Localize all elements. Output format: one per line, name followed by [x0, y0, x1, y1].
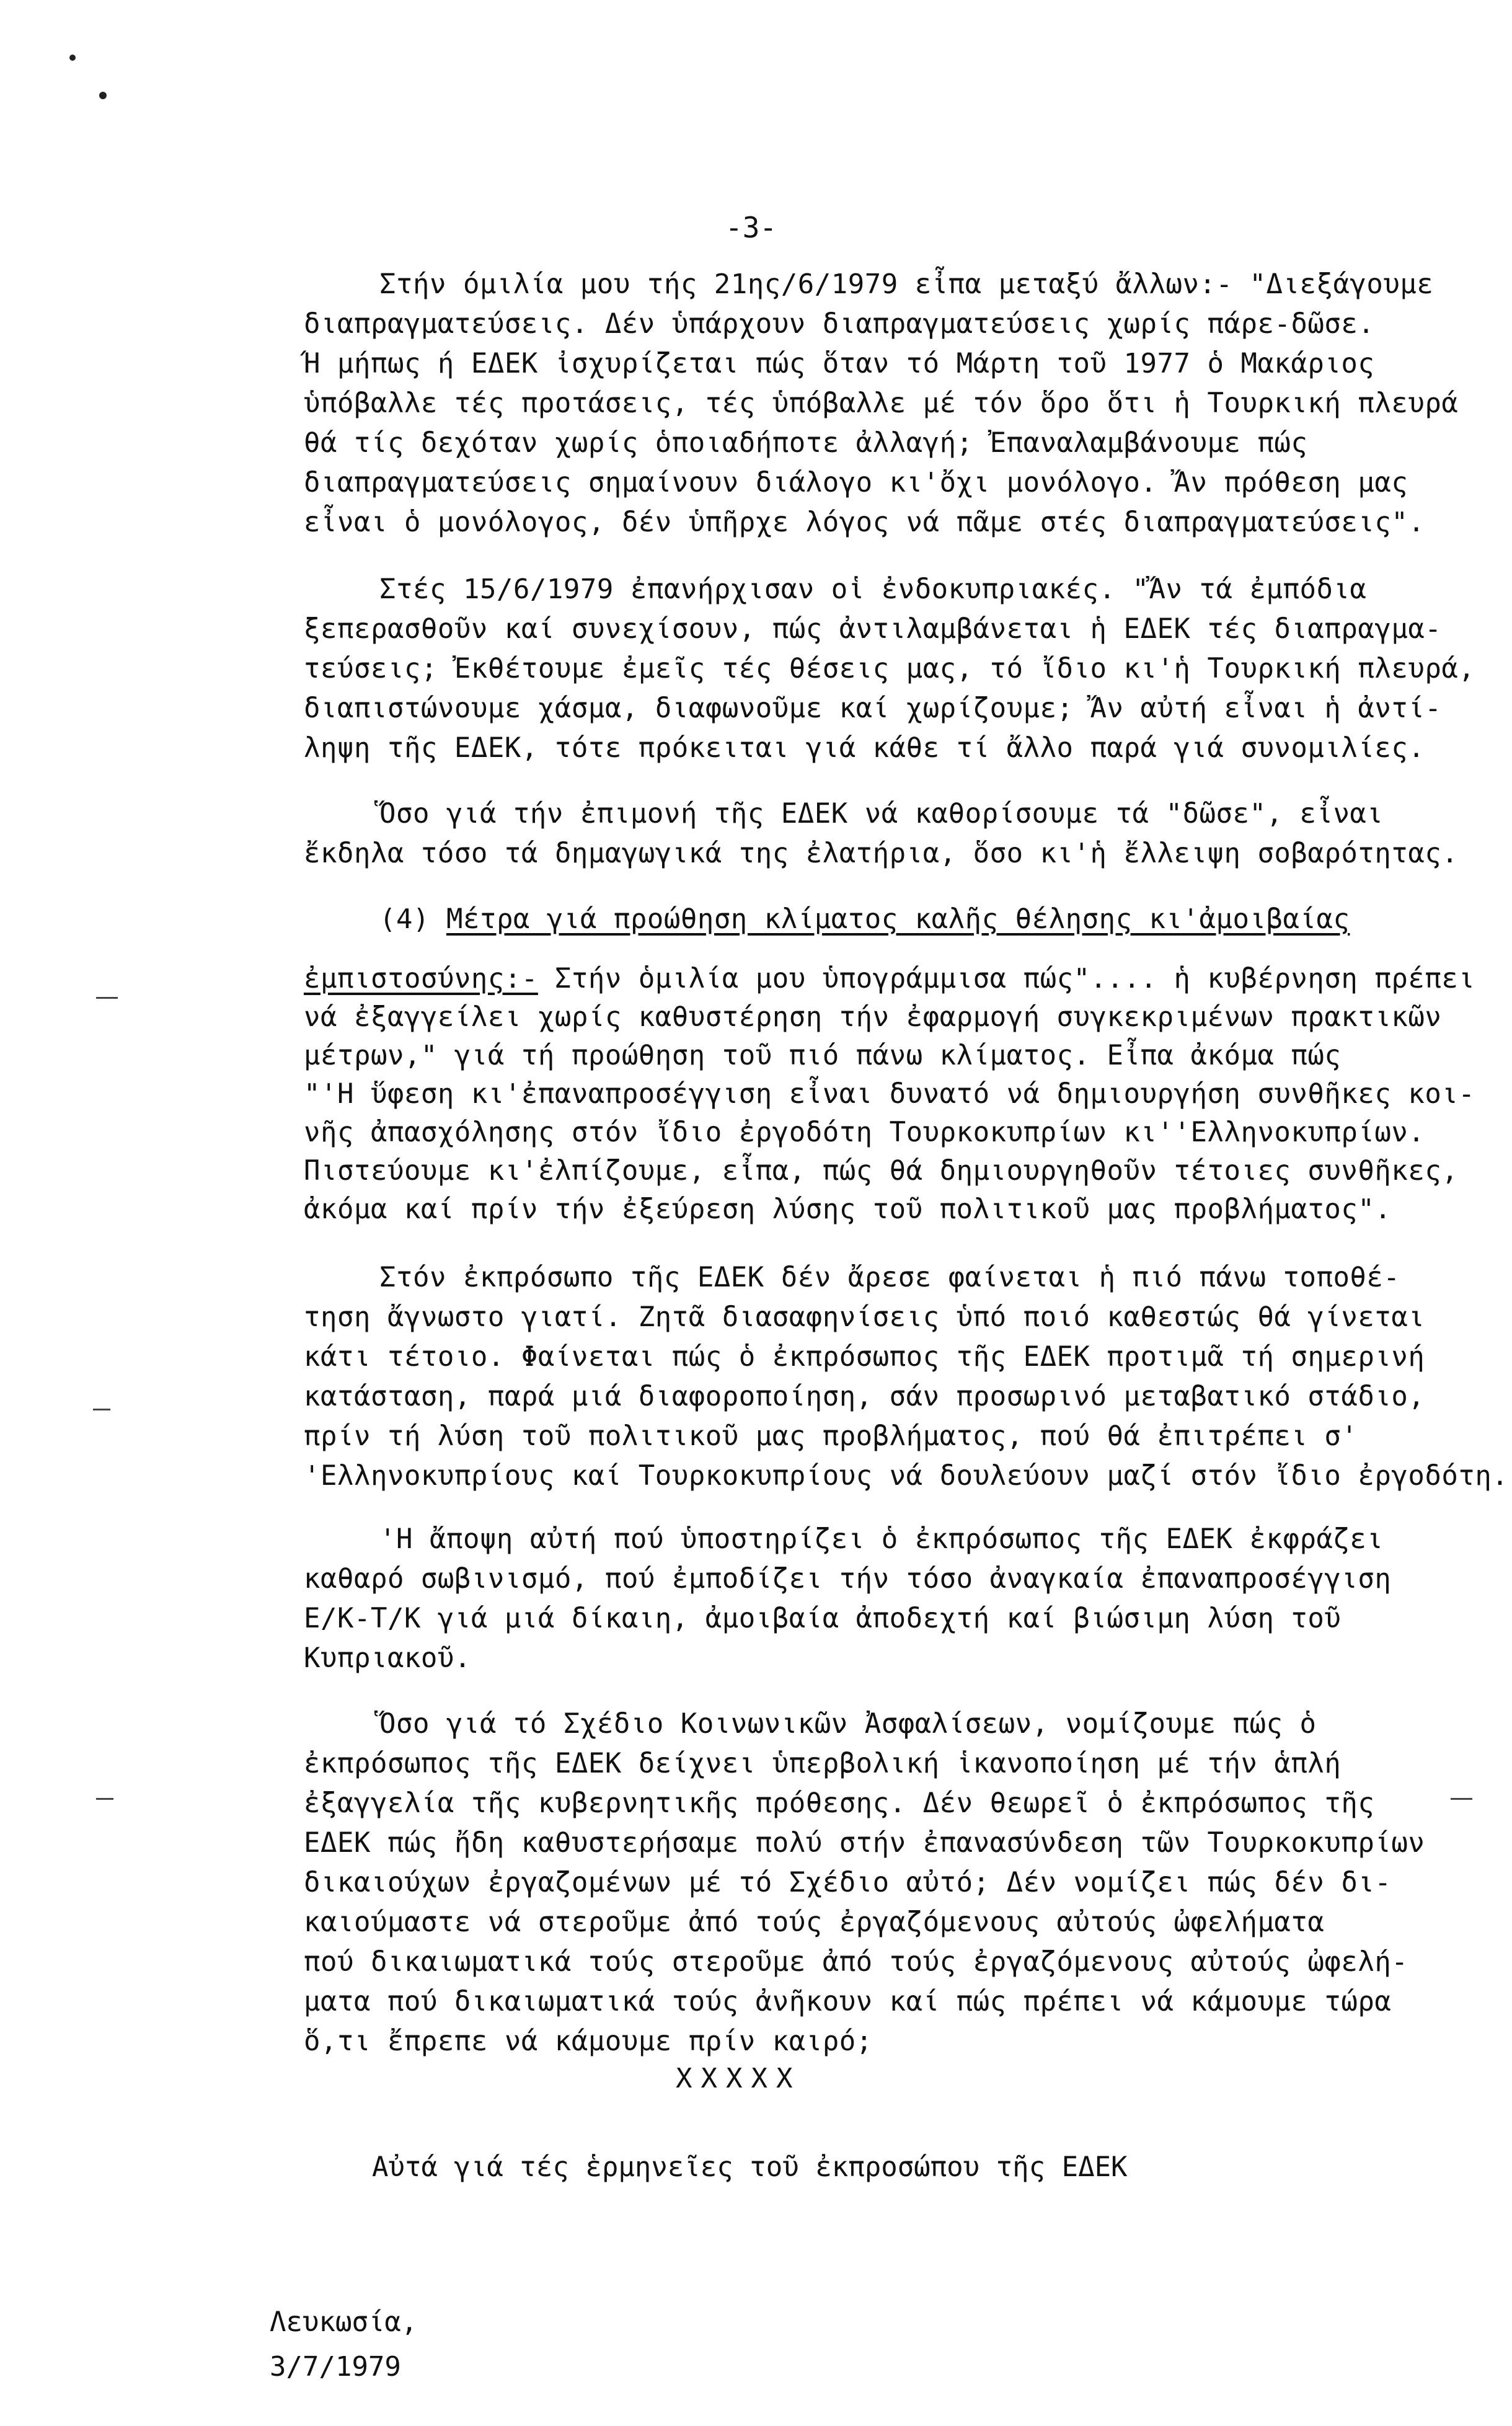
text-line: Ὅσο γιά τό Σχέδιο Κοινωνικῶν Ἀσφαλίσεων, νομίζουμε πώς ὁ: [379, 1708, 1317, 1740]
section-heading-text: Μέτρα γιά προώθηση κλίματος καλῆς θέλησης κι'ἀμοιβαίας: [446, 903, 1350, 935]
document-date: 3/7/1979: [270, 2351, 401, 2383]
text-line: 'Η ἄποψη αὐτή πού ὑποστηρίζει ὁ ἐκπρόσωπος τῆς ΕΔΕΚ ἐκφράζει: [379, 1523, 1384, 1555]
text-line: ὅ,τι ἔπρεπε νά κάμουμε πρίν καιρό;: [304, 2025, 873, 2057]
section-heading: [379, 900, 1350, 939]
text-line: ὑπόβαλλε τές προτάσεις, τές ὑπόβαλλε μέ τόν ὅρο ὅτι ἡ Τουρκική πλευρά: [304, 387, 1459, 419]
text-line: ἀκόμα καί πρίν τήν ἐξεύρεση λύσης τοῦ πολιτικοῦ μας προβλήματος".: [304, 1193, 1392, 1225]
text-line: νά ἐξαγγείλει χωρίς καθυστέρηση τήν ἐφαρμογή συγκεκριμένων πρακτικῶν: [304, 1001, 1442, 1033]
text-line: πού δικαιωματικά τούς στεροῦμε ἀπό τούς ἐργαζόμενους αὐτούς ὠφελή-: [304, 1946, 1408, 1978]
text-line: καιούμαστε νά στεροῦμε ἀπό τούς ἐργαζόμενους αὐτούς ὠφελήματα: [304, 1906, 1325, 1938]
text-line: ἐκπρόσωπος τῆς ΕΔΕΚ δείχνει ὑπερβολική ἱκανοποίηση μέ τήν ἁπλή: [304, 1748, 1342, 1779]
text-line: τηση ἄγνωστο γιατί. Ζητᾶ διασαφηνίσεις ὑπό ποιό καθεστώς θά γίνεται: [304, 1301, 1425, 1333]
text-line: ληψη τῆς ΕΔΕΚ, τότε πρόκειται γιά κάθε τί ἄλλο παρά γιά συνομιλίες.: [304, 732, 1425, 764]
margin-dash-mark: [93, 1409, 110, 1410]
text-line: Στόν ἐκπρόσωπο τῆς ΕΔΕΚ δέν ἄρεσε φαίνεται ἡ πιό πάνω τοποθέ-: [379, 1262, 1400, 1293]
section-number: (4): [379, 903, 446, 935]
text-line: εἶναι ὁ μονόλογος, δέν ὑπῆρχε λόγος νά πᾶμε στές διαπραγματεύσεις".: [304, 507, 1425, 538]
text-line: Στές 15/6/1979 ἐπανήρχισαν οἱ ἐνδοκυπριακές. "Ἄν τά ἐμπόδια: [379, 573, 1367, 605]
text-span: Στήν ὁμιλία μου ὑπογράμμισα πώς".... ἡ κυβέρνηση πρέπει: [537, 963, 1475, 994]
text-line: διαπραγματεύσεις. Δέν ὑπάρχουν διαπραγματεύσεις χωρίς πάρε-δῶσε.: [304, 308, 1375, 340]
section-separator: XXXXX: [676, 2063, 802, 2094]
text-line: ἐξαγγελία τῆς κυβερνητικῆς πρόθεσης. Δέν θεωρεῖ ὁ ἐκπρόσωπος τῆς: [304, 1787, 1375, 1819]
margin-dot-mark: [69, 55, 76, 61]
text-line: καθαρό σωβινισμό, πού ἐμποδίζει τήν τόσο ἀναγκαία ἐπαναπροσέγγιση: [304, 1563, 1392, 1595]
text-line: νῆς ἀπασχόλησης στόν ἴδιο ἐργοδότη Τουρκοκυπρίων κι''Ελληνοκυπρίων.: [304, 1117, 1425, 1148]
page-number: -3-: [725, 211, 777, 244]
margin-dash-mark: [96, 1798, 113, 1800]
text-line: τεύσεις; Ἐκθέτουμε ἐμεῖς τές θέσεις μας, τό ἴδιο κι'ἡ Τουρκική πλευρά,: [304, 653, 1475, 684]
text-line: διαπιστώνουμε χάσμα, διαφωνοῦμε καί χωρίζουμε; Ἄν αὐτή εἶναι ἡ ἀντί-: [304, 693, 1442, 724]
margin-dash-mark: [1451, 1798, 1472, 1800]
text-line: 'Ελληνοκυπρίους καί Τουρκοκυπρίους νά δουλεύουν μαζί στόν ἴδιο ἐργοδότη.: [304, 1460, 1509, 1492]
text-line: Στήν όμιλία μου τής 21ης/6/1979 εἶπα μεταξύ ἄλλων:- "Διεξάγουμε: [379, 268, 1434, 300]
text-line: διαπραγματεύσεις σημαίνουν διάλογο κι'ὄχι μονόλογο. Ἄν πρόθεση μας: [304, 467, 1408, 498]
text-line: ξεπερασθοῦν καί συνεχίσουν, πώς ἀντιλαμβάνεται ἡ ΕΔΕΚ τές διαπραγμα-: [304, 613, 1442, 645]
text-line: ΕΔΕΚ πώς ἤδη καθυστερήσαμε πολύ στήν ἐπανασύνδεση τῶν Τουρκοκυπρίων: [304, 1827, 1425, 1859]
text-line: [304, 960, 1475, 998]
closing-line: Αὐτά γιά τές ἑρμηνεῖες τοῦ ἐκπροσώπου τῆς ΕΔΕΚ: [372, 2151, 1128, 2183]
text-line: πρίν τή λύση τοῦ πολιτικοῦ μας προβλήματος, πού θά ἐπιτρέπει σ': [304, 1420, 1358, 1452]
text-line: δικαιούχων ἐργαζομένων μέ τό Σχέδιο αὐτό; Δέν νομίζει πώς δέν δι-: [304, 1867, 1392, 1898]
text-line: Ή μήπως ή ΕΔΕΚ ἰσχυρίζεται πώς ὅταν τό Μάρτη τοῦ 1977 ὁ Μακάριος: [304, 348, 1375, 379]
text-line: κάτι τέτοιο. Φαίνεται πώς ὁ ἐκπρόσωπος τῆς ΕΔΕΚ προτιμᾶ τή σημερινή: [304, 1341, 1425, 1373]
text-line: θά τίς δεχόταν χωρίς ὁποιαδήποτε ἀλλαγή; Ἐπαναλαμβάνουμε πώς: [304, 427, 1308, 459]
text-line: Ε/Κ-Τ/Κ γιά μιά δίκαιη, ἀμοιβαία ἀποδεχτή καί βιώσιμη λύση τοῦ: [304, 1603, 1342, 1634]
text-line: ματα πού δικαιωματικά τούς ἀνῆκουν καί πώς πρέπει νά κάμουμε τώρα: [304, 1986, 1392, 2017]
text-line: μέτρων," γιά τή προώθηση τοῦ πιό πάνω κλίματος. Εἶπα ἀκόμα πώς: [304, 1040, 1342, 1071]
section-heading-continuation: ἐμπιστοσύνης:-: [304, 963, 538, 994]
text-line: Πιστεύουμε κι'ἐλπίζουμε, εἶπα, πώς θά δημιουργηθοῦν τέτοιες συνθῆκες,: [304, 1155, 1459, 1187]
place-name: Λευκωσία,: [270, 2306, 418, 2338]
text-line: "'Η ὕφεση κι'ἐπαναπροσέγγιση εἶναι δυνατό νά δημιουργήση συνθῆκες κοι-: [304, 1078, 1475, 1110]
margin-dash-mark: [96, 997, 118, 999]
text-line: Κυπριακοῦ.: [304, 1642, 471, 1674]
margin-dot-mark: [99, 92, 107, 99]
text-line: ἔκδηλα τόσο τά δημαγωγικά της ἐλατήρια, ὅσο κι'ἡ ἔλλειψη σοβαρότητας.: [304, 838, 1459, 869]
text-line: Ὅσο γιά τήν ἐπιμονή τῆς ΕΔΕΚ νά καθορίσουμε τά "δῶσε", εἶναι: [379, 798, 1384, 830]
text-line: κατάσταση, παρά μιά διαφοροποίηση, σάν προσωρινό μεταβατικό στάδιο,: [304, 1381, 1425, 1412]
